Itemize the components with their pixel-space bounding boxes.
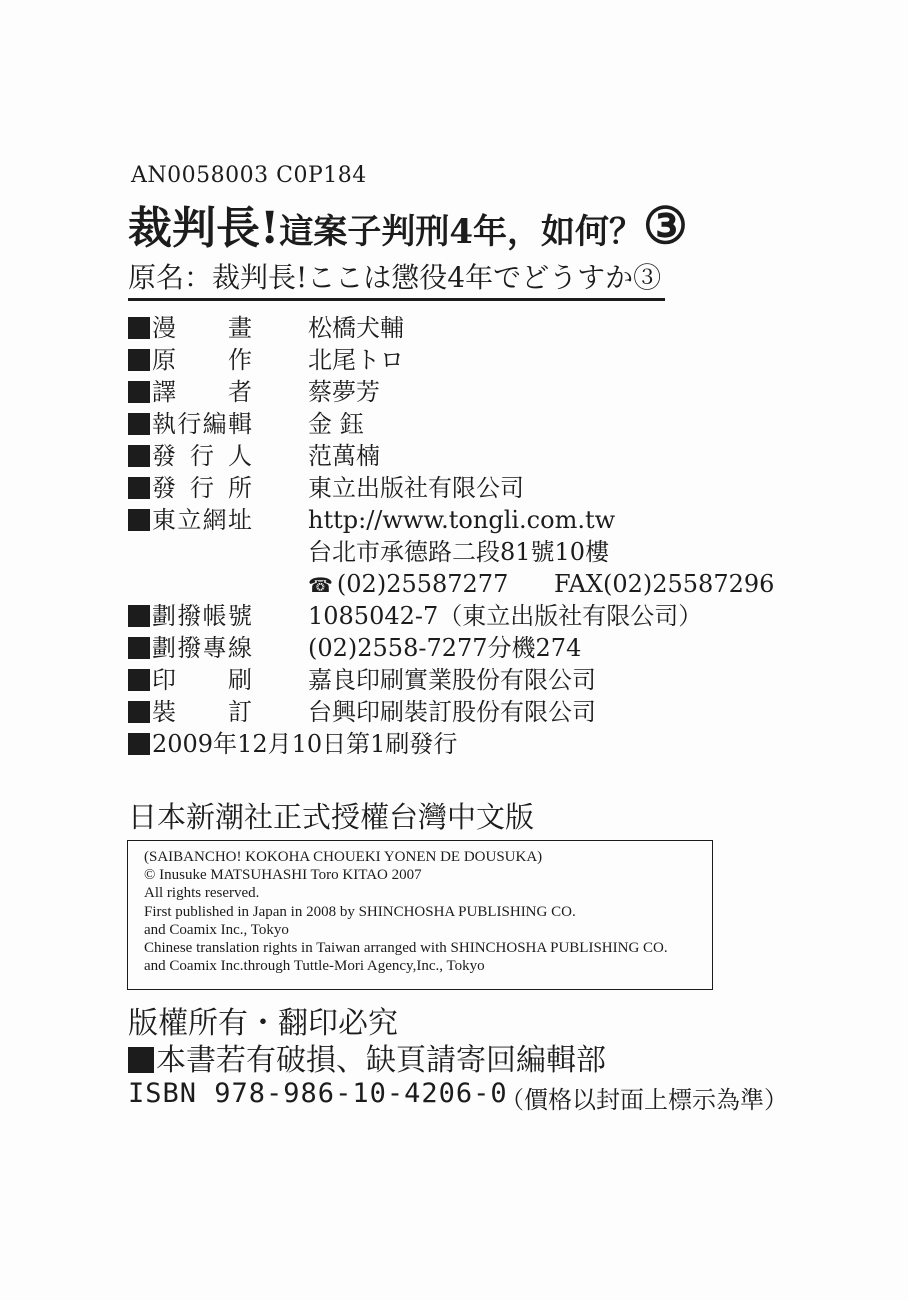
credit-value: 范萬楠 [308,442,380,470]
credit-row [128,600,828,632]
isbn-number: ISBN 978-986-10-4206-0 [128,1078,508,1109]
credit-row [128,696,828,728]
street-address: 台北市承德路二段81號10樓 [308,538,610,566]
copyright-line: (SAIBANCHO! KOKOHA CHOUEKI YONEN DE DOUSUKA) [144,849,543,865]
copyright-line: and Coamix Inc., Tokyo [144,921,289,938]
square-bullet-icon [128,509,150,531]
credit-label: 譯者 [152,378,252,406]
credit-value: (02)2558-7277分機274 [308,634,582,662]
damage-notice-text: 本書若有破損、缺頁請寄回編輯部 [156,1043,606,1078]
copyright-box [127,840,713,990]
catalog-code: AN0058003 C0P184 [131,163,367,188]
credit-value: 1085042-7（東立出版社有限公司） [308,602,703,630]
fax-number: FAX(02)25587296 [554,570,775,598]
credits-list [128,312,828,760]
copyright-line: © Inusuke MATSUHASHI Toro KITAO 2007 [144,867,422,884]
square-bullet-icon [128,733,150,755]
price-note: （價格以封面上標示為準） [500,1086,788,1114]
title-divider [128,298,665,301]
credit-label: 劃撥帳號 [152,602,252,630]
credit-label: 東立網址 [152,506,252,534]
telephone-icon: ☎ [308,573,333,597]
copyright-line: All rights reserved. [144,885,260,902]
release-row [128,728,828,760]
credit-label: 原作 [152,346,252,374]
credit-value: 台興印刷裝訂股份有限公司 [308,698,596,726]
square-bullet-icon [128,669,150,691]
volume-number: ③ [643,196,688,255]
square-bullet-icon [128,477,150,499]
copyright-line: First published in Japan in 2008 by SHINCHOSHA PUBLISHING CO. [144,903,576,920]
square-bullet-icon [128,317,150,339]
credit-row [128,632,828,664]
credit-value: 松橋犬輔 [308,314,404,342]
damage-notice [128,1035,606,1079]
credit-row [128,440,828,472]
website-url: http://www.tongli.com.tw [308,506,616,534]
square-bullet-icon [128,349,150,371]
authorization-statement: 日本新潮社正式授權台灣中文版 [128,800,535,834]
credit-label: 發行所 [152,474,252,502]
credit-label: 裝訂 [152,698,252,726]
credit-value: 嘉良印刷實業股份有限公司 [308,666,596,694]
credit-value: 蔡夢芳 [308,378,380,406]
title-subtitle: 這案子判刑4年，如何？ [279,212,643,252]
credit-label: 發行人 [152,442,252,470]
credit-row [128,312,828,344]
square-bullet-icon [128,413,150,435]
square-bullet-icon [128,1047,154,1073]
phone-number: (02)25587277 [336,570,509,598]
credit-value: 北尾トロ [308,346,404,374]
credit-label: 執行編輯 [152,410,252,438]
credit-label: 印刷 [152,666,252,694]
credit-row [128,472,828,504]
credit-value: 金 鈺 [308,410,364,438]
copyright-line: and Coamix Inc.through Tuttle-Mori Agency,Inc., Tokyo [144,958,485,975]
credit-row [128,408,828,440]
phone-row [128,568,828,600]
book-title [128,197,688,261]
square-bullet-icon [128,381,150,403]
title-main: 裁判長! [128,203,280,254]
rights-reserved: 版權所有・翻印必究 [128,1006,398,1041]
credit-value: 東立出版社有限公司 [308,474,524,502]
credit-row [128,376,828,408]
square-bullet-icon [128,637,150,659]
credit-label: 漫畫 [152,314,252,342]
original-title: 原名：裁判長!ここは懲役4年でどうすか③ [128,261,662,294]
credit-row [128,504,828,536]
credit-row [128,664,828,696]
credit-row [128,344,828,376]
copyright-line: Chinese translation rights in Taiwan arranged with SHINCHOSHA PUBLISHING CO. [144,940,668,957]
credit-label: 劃撥專線 [152,634,252,662]
square-bullet-icon [128,445,150,467]
square-bullet-icon [128,701,150,723]
release-date: 2009年12月10日第1刷發行 [152,730,458,758]
address-row [128,536,828,568]
square-bullet-icon [128,605,150,627]
